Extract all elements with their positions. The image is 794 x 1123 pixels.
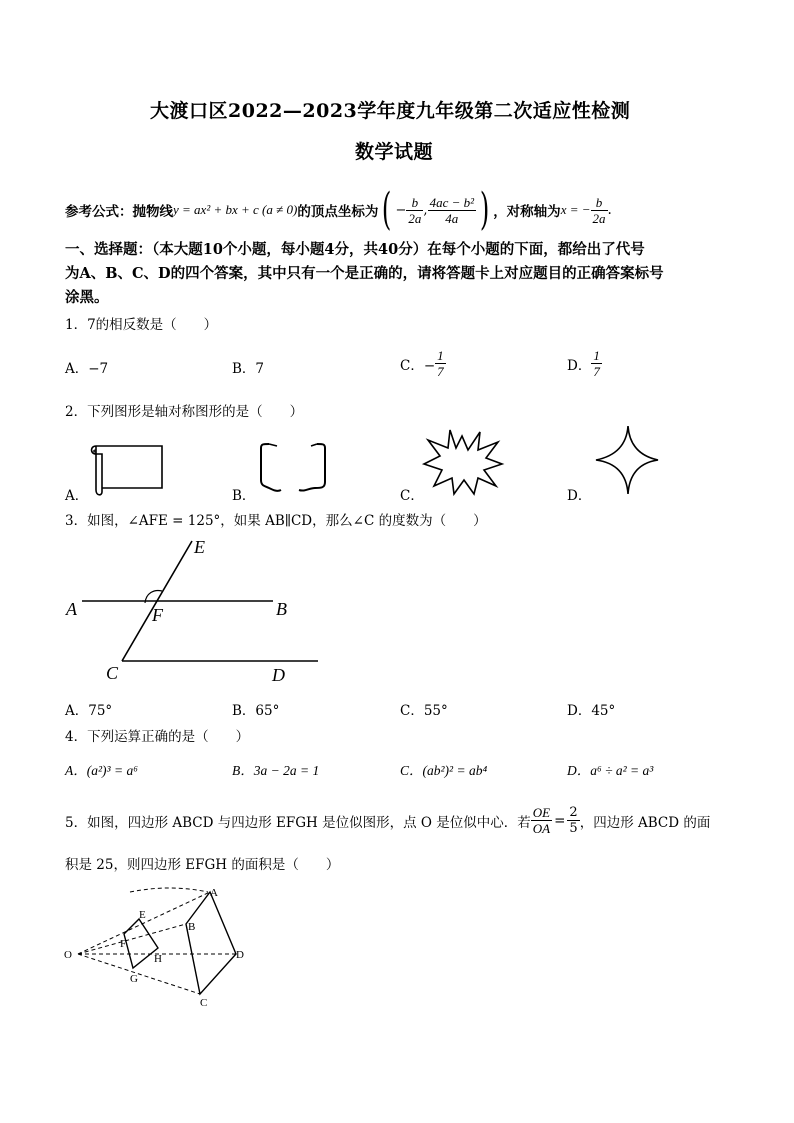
- four-point-star-figure: [594, 424, 662, 496]
- q4-option-c: C．(ab²)² = ab⁴: [400, 763, 488, 778]
- label-f: F: [120, 938, 127, 950]
- section1-line1: 一、选择题：（本大题10个小题，每小题4分，共40分）在每个小题的下面，都给出了代号: [65, 241, 645, 258]
- label-d: D: [236, 949, 244, 961]
- starburst-figure: [420, 428, 504, 496]
- q3-stem: 3．如图，∠AFE = 125°，如果 AB∥CD，那么∠C 的度数为（ ）: [65, 513, 487, 529]
- formula-text-2: 的顶点坐标为: [297, 204, 379, 220]
- formula-label: 参考公式：: [65, 204, 133, 220]
- homothety-figure: [60, 882, 260, 1012]
- reference-formula: 参考公式： 抛物线 y = ax² + bx + c (a ≠ 0) 的顶点坐标为 ( − $\frac{b}{2a}$ , $\frac{\text{4ac − b²}}{4a}$ ) ，对称轴为 x = − $\frac{b}{2a}$ .: [65, 184, 612, 235]
- label-c: C: [106, 663, 119, 683]
- q3-option-d: D．45°: [567, 703, 616, 719]
- brackets-figure: [255, 440, 335, 496]
- label-b: B: [276, 599, 287, 619]
- q4-option-d: D．a⁶ ÷ a² = a³: [567, 763, 654, 778]
- formula-text-3: ，对称轴为: [493, 204, 561, 220]
- section1-line2: 为A、B、C、D的四个答案，其中只有一个是正确的，请将答题卡上对应题目的正确答案标号: [65, 265, 664, 282]
- q1-option-a: A．−7: [65, 361, 109, 377]
- q2-stem: 2．下列图形是轴对称图形的是（ ）: [65, 404, 304, 420]
- q2-option-a: A．: [65, 488, 89, 504]
- exam-title: 大渡口区2022—2023学年度九年级第二次适应性检测: [150, 100, 631, 122]
- left-paren: (: [382, 184, 392, 235]
- q3-option-a: A．75°: [65, 703, 113, 719]
- formula-text-1: 抛物线: [132, 204, 173, 220]
- vertex-y-fraction: $\frac{\text{4ac − b²}}{4a}$: [429, 194, 475, 226]
- label-d: D: [272, 665, 285, 685]
- parabola-equation: y = ax² + bx + c (a ≠ 0): [173, 202, 298, 217]
- q1-c-fraction: $\frac{1}{7}$: [437, 348, 444, 379]
- label-g: G: [130, 973, 138, 985]
- label-o: O: [64, 949, 72, 961]
- q1-stem: 1．7的相反数是（ ）: [65, 317, 218, 333]
- q1-d-fraction: $\frac{1}{7}$: [593, 348, 600, 379]
- q4-option-b: B．3a − 2a = 1: [232, 763, 320, 778]
- q4-stem: 4．下列运算正确的是（ ）: [65, 729, 250, 745]
- axis-lhs: x = −: [560, 202, 591, 217]
- q4-option-a: A．(a²)³ = a⁶: [65, 763, 138, 778]
- q3-option-b: B．65°: [232, 703, 280, 719]
- label-b: B: [188, 921, 196, 933]
- q5-stem-part1: 5．如图，四边形 ABCD 与四边形 EFGH 是位似图形，点 O 是位似中心．若: [65, 814, 531, 831]
- q2-option-d: D．: [567, 488, 592, 504]
- q3-option-c: C．55°: [400, 703, 448, 719]
- label-a: A: [210, 887, 218, 899]
- q5-stem-line2: 积是 25，则四边形 EFGH 的面积是（ ）: [65, 857, 340, 873]
- vertex-x-fraction: $\frac{b}{2a}$: [408, 194, 422, 226]
- q2-option-c: C．: [400, 488, 424, 504]
- label-a: A: [66, 599, 77, 619]
- q1-option-d: D． $\frac{1}{7}$: [567, 348, 600, 379]
- q1-option-c: C．− $\frac{1}{7}$: [400, 348, 444, 379]
- label-e: E: [194, 537, 205, 557]
- q5-stem-part2: ，四边形 ABCD 的面: [579, 814, 711, 831]
- label-h: H: [154, 953, 162, 965]
- axis-fraction: $\frac{b}{2a}$: [592, 194, 606, 226]
- q1-option-b: B．7: [232, 361, 265, 377]
- q5-value-fraction: $\frac{2}{5}$: [569, 805, 578, 836]
- scroll-figure: [88, 440, 168, 496]
- q5-ratio-fraction: $\frac{OE}{OA}$: [532, 805, 551, 836]
- label-e: E: [139, 909, 146, 921]
- exam-subtitle: 数学试题: [355, 141, 434, 163]
- right-paren: ): [479, 184, 490, 235]
- parallel-lines-figure: [60, 535, 330, 690]
- section1-line3: 涂黑。: [65, 289, 109, 306]
- q5-stem: 5．如图，四边形 ABCD 与四边形 EFGH 是位似图形，点 O 是位似中心．若 $\frac{OE}{OA}$ = $\frac{2}{5}$ ，四边形 ABCD 的面: [65, 805, 711, 836]
- label-f: F: [152, 605, 163, 625]
- label-c: C: [200, 997, 208, 1009]
- q2-option-b: B．: [232, 488, 256, 504]
